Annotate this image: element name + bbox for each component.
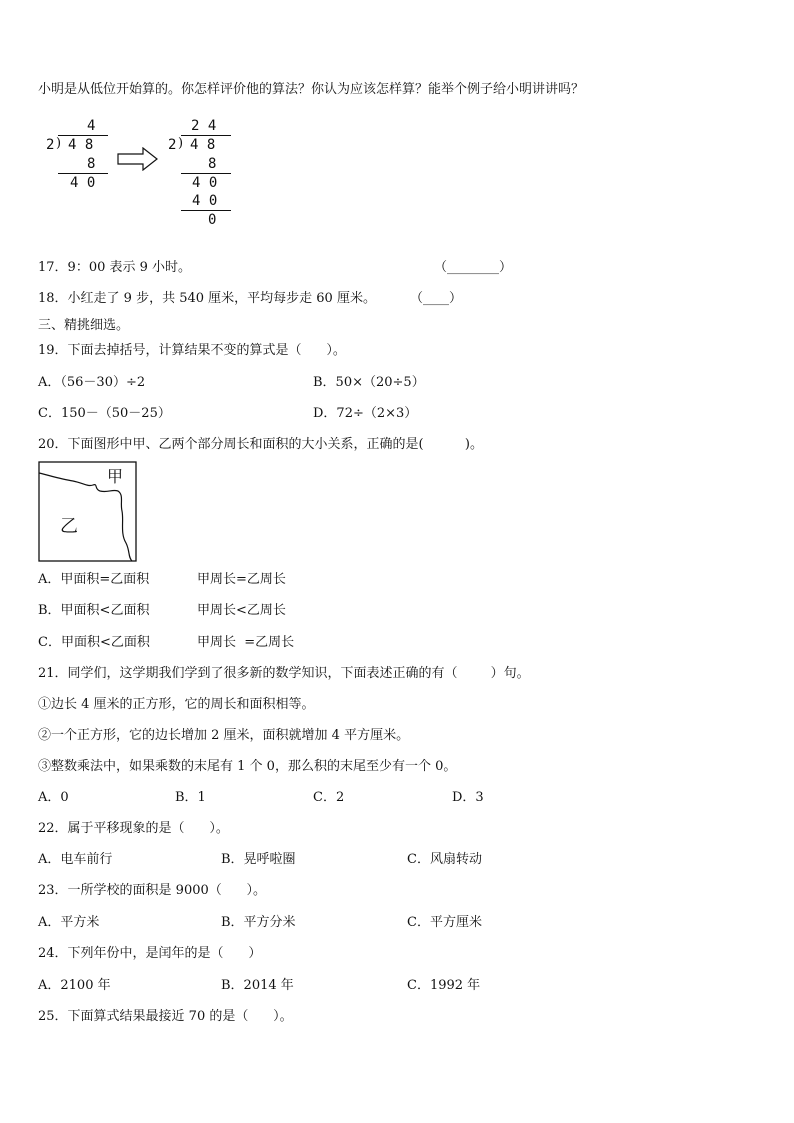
q22-option-a[interactable]: A．电车前行 [38, 852, 113, 867]
right-divisor: 2 [168, 137, 177, 153]
q20-figure [38, 461, 138, 563]
left-dividend: 4 8 [68, 137, 94, 153]
q20-option-b-area[interactable]: B．甲面积<乙面积 [38, 603, 150, 618]
q23-text: 23．一所学校的面积是 9000（ ）。 [38, 883, 267, 898]
q19-text: 19．下面去掉括号，计算结果不变的算式是（ ）。 [38, 343, 346, 358]
left-remainder: 4 0 [70, 175, 96, 191]
arrow-right-icon [117, 147, 159, 171]
q25-text: 25．下面算式结果最接近 70 的是（ ）。 [38, 1009, 293, 1024]
q21-option-b[interactable]: B．1 [175, 790, 206, 805]
right-dividend: 4 8 [190, 137, 216, 153]
q18-answer-blank[interactable]: （____） [410, 291, 463, 306]
q19-option-a[interactable]: A．（56－30）÷2 [38, 375, 146, 390]
left-step1: 8 [87, 156, 96, 172]
right-vinculum [181, 135, 231, 136]
q21-option-a[interactable]: A．0 [38, 790, 69, 805]
figure-label-jia: 甲 [107, 467, 124, 486]
q22-text: 22．属于平移现象的是（ ）。 [38, 821, 229, 836]
q21-text: 21．同学们，这学期我们学到了很多新的数学知识，下面表述正确的有（ ）句。 [38, 666, 530, 681]
intro-text: 小明是从低位开始算的。你怎样评价他的算法？你认为应该怎样算？能举个例子给小明讲讲吗？ [38, 82, 585, 97]
left-divisor: 2 [46, 137, 55, 153]
q20-option-a-perimeter: 甲周长=乙周长 [197, 572, 286, 587]
q20-option-b-perimeter: 甲周长<乙周长 [197, 603, 286, 618]
right-line1 [181, 173, 231, 174]
q19-option-d[interactable]: D．72÷（2×3） [313, 406, 418, 421]
q24-option-b[interactable]: B．2014 年 [221, 978, 294, 993]
right-remainder: 0 [208, 212, 217, 228]
q20-option-a-area[interactable]: A．甲面积=乙面积 [38, 572, 150, 587]
left-bracket: ) [56, 136, 62, 151]
q20-option-c-perimeter: 甲周长 =乙周长 [197, 635, 295, 650]
right-step1: 8 [208, 156, 217, 172]
right-line2 [181, 210, 231, 211]
q22-option-c[interactable]: C．风扇转动 [407, 852, 482, 867]
q17-answer-blank[interactable]: （________） [434, 260, 513, 275]
left-line [58, 173, 108, 174]
q19-option-c[interactable]: C．150－（50－25） [38, 406, 171, 421]
figure-label-yi: 乙 [60, 516, 78, 537]
q18-text: 18．小红走了 9 步，共 540 厘米，平均每步走 60 厘米。 [38, 291, 376, 306]
q23-option-a[interactable]: A．平方米 [38, 915, 100, 930]
q23-option-b[interactable]: B．平方分米 [221, 915, 296, 930]
right-quotient: 2 4 [191, 118, 217, 134]
q20-text: 20．下面图形中甲、乙两个部分周长和面积的大小关系，正确的是( )。 [38, 437, 484, 452]
q23-option-c[interactable]: C．平方厘米 [407, 915, 482, 930]
section-heading: 三、精挑细选。 [38, 318, 130, 333]
q24-option-a[interactable]: A．2100 年 [38, 978, 111, 993]
right-step3: 4 0 [192, 193, 218, 209]
q21-statement-3: ③整数乘法中，如果乘数的末尾有 1 个 0，那么积的末尾至少有一个 0。 [38, 759, 457, 774]
right-bracket: ) [178, 136, 184, 151]
q24-option-c[interactable]: C．1992 年 [407, 978, 481, 993]
q21-option-c[interactable]: C．2 [313, 790, 345, 805]
q21-statement-2: ②一个正方形，它的边长增加 2 厘米，面积就增加 4 平方厘米。 [38, 728, 410, 743]
q24-text: 24．下列年份中，是闰年的是（ ） [38, 946, 262, 961]
q22-option-b[interactable]: B．晃呼啦圈 [221, 852, 296, 867]
q20-option-c-area[interactable]: C．甲面积<乙面积 [38, 635, 150, 650]
q21-statement-1: ①边长 4 厘米的正方形，它的周长和面积相等。 [38, 697, 315, 712]
left-quotient: 4 [87, 118, 96, 134]
right-step2: 4 0 [192, 175, 218, 191]
q21-option-d[interactable]: D．3 [452, 790, 484, 805]
q17-text: 17．9：00 表示 9 小时。 [38, 260, 192, 275]
q19-option-b[interactable]: B．50×（20÷5） [313, 375, 425, 390]
left-vinculum [58, 135, 108, 136]
